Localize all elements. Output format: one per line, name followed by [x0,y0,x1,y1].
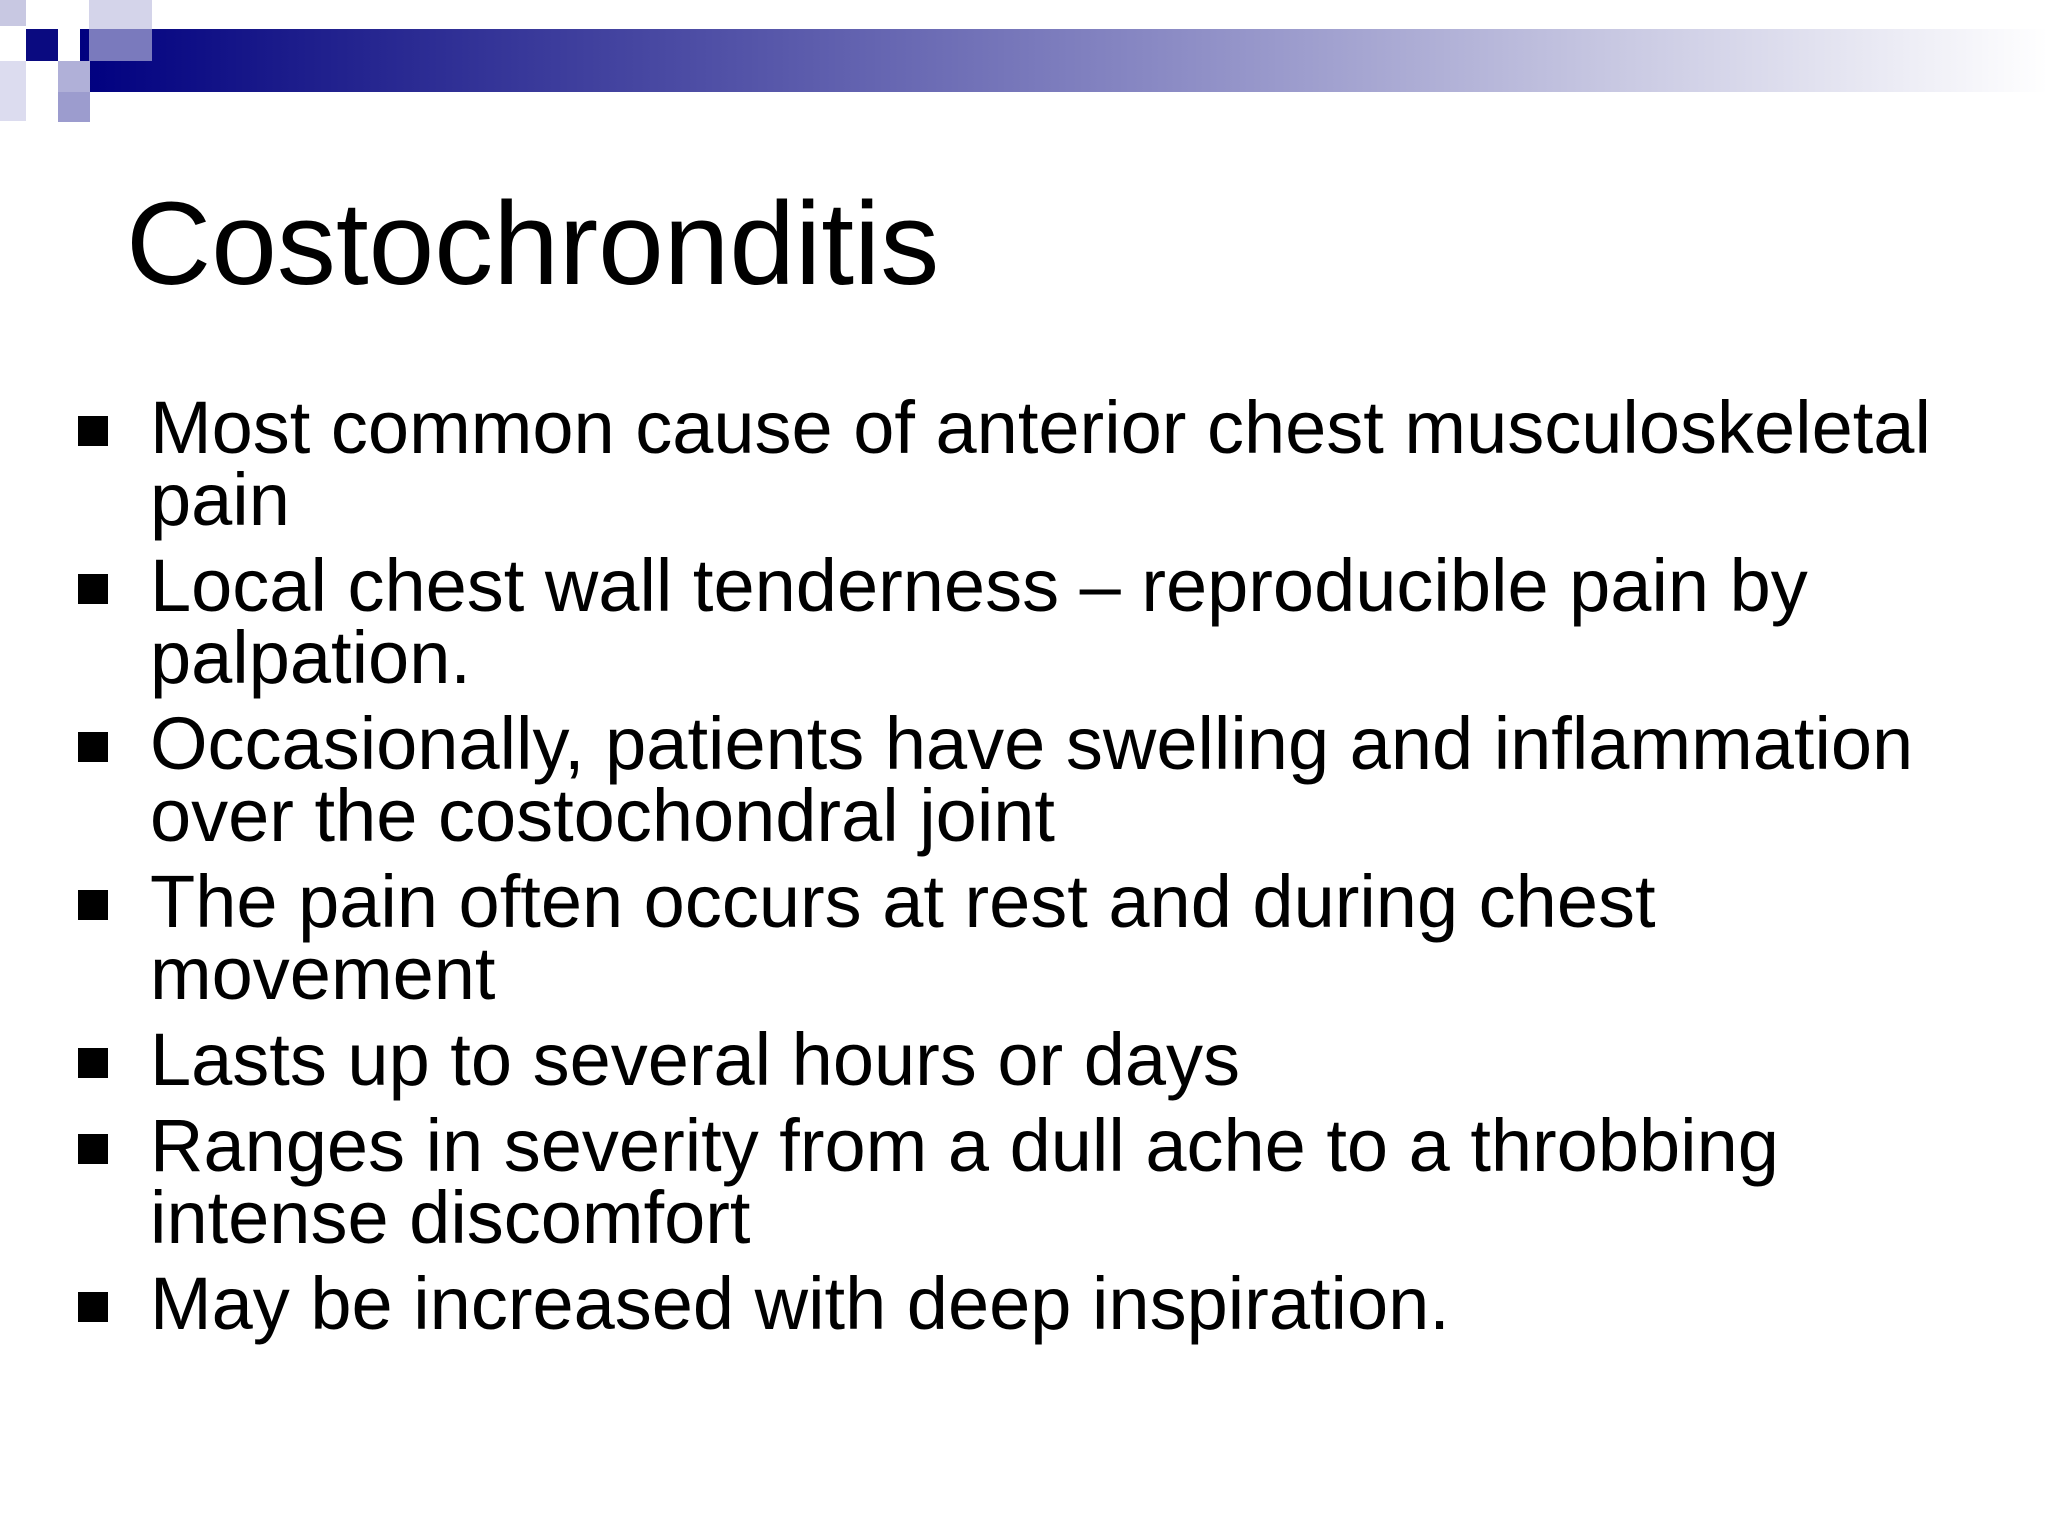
bullet-item [70,544,1990,699]
header-gradient-band [80,29,2048,92]
decorative-square [0,0,26,26]
bullet-item [70,386,1990,541]
square-bullet-icon [78,732,108,762]
bullet-text: Local chest wall tenderness – reproducible pain by palpation. [150,544,1808,699]
square-bullet-icon [78,890,108,920]
bullet-list [70,386,1990,1354]
square-bullet-icon [78,574,108,604]
slide-title: Costochronditis [126,178,940,310]
bullet-text: The pain often occurs at rest and during chest movement [150,860,1656,1015]
decorative-square [58,92,90,122]
bullet-text: Most common cause of anterior chest musculoskeletal pain [150,386,1931,541]
bullet-item [70,1104,1990,1259]
decorative-square [58,61,90,93]
bullet-item [70,860,1990,1015]
square-bullet-icon [78,1048,108,1078]
bullet-item [70,1262,1990,1345]
decorative-square [89,29,152,61]
bullet-item [70,1018,1990,1101]
square-bullet-icon [78,1292,108,1322]
square-bullet-icon [78,416,108,446]
bullet-text: Lasts up to several hours or days [150,1018,1241,1101]
decorative-square [89,0,152,29]
decorative-square [26,29,58,61]
decorative-square [0,61,26,121]
square-bullet-icon [78,1134,108,1164]
bullet-text: Ranges in severity from a dull ache to a throbbing intense discomfort [150,1104,1779,1259]
bullet-text: Occasionally, patients have swelling and inflammation over the costochondral joint [150,702,1914,857]
bullet-item [70,702,1990,857]
bullet-text: May be increased with deep inspiration. [150,1262,1450,1345]
